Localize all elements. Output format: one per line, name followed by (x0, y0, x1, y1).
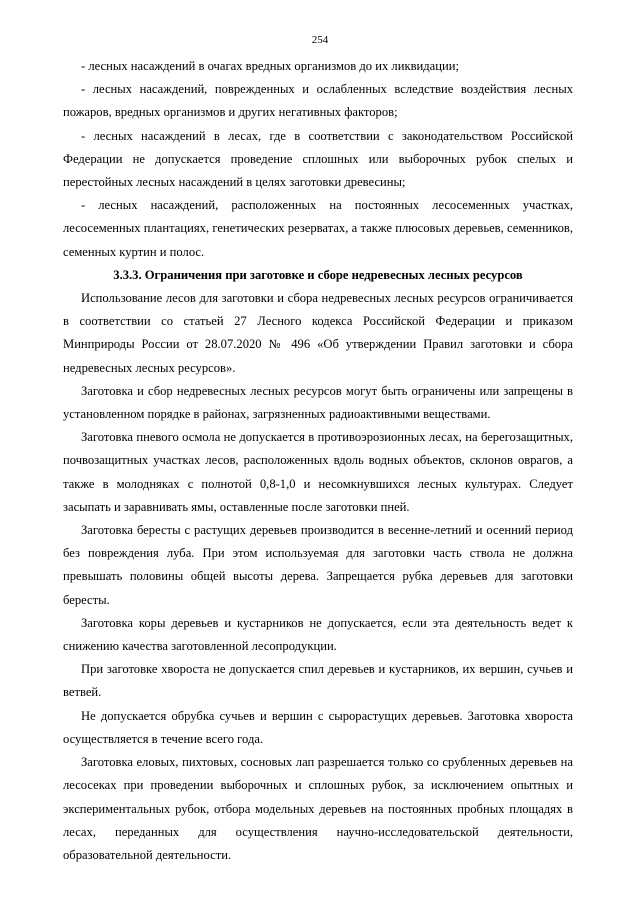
paragraph: Заготовка еловых, пихтовых, сосновых лап разрешается только со срубленных деревьев на лесосеках при проведении выборочных и сплошных рубок, за исключением опытных и экспериментальных рубок, отбора модельных деревьев на постоянных пробных площадях в лесах, переданных для осуществления научно-исследовательской деятельности, образовательной деятельности. (63, 755, 573, 862)
section-heading: 3.3.3. Ограничения при заготовке и сборе недревесных лесных ресурсов (113, 267, 523, 282)
document-body (63, 55, 573, 867)
paragraph: Не допускается обрубка сучьев и вершин с сырорастущих деревьев. Заготовка хвороста осуществляется в течение всего года. (63, 708, 573, 746)
list-item: - лесных насаждений, расположенных на постоянных лесосеменных участках, лесосеменных плантациях, генетических резерватах, а также плюсовых деревьев, семенников, семенных куртин и полос. (63, 198, 573, 259)
paragraph: Заготовка и сбор недревесных лесных ресурсов могут быть ограничены или запрещены в установленном порядке в районах, загрязненных радиоактивными веществами. (63, 383, 573, 422)
page-number: 254 (311, 34, 329, 46)
list-item: - лесных насаждений в очагах вредных организмов до их ликвидации; (81, 59, 459, 73)
paragraph: Заготовка пневого осмола не допускается в противоэрозионных лесах, на берегозащитных, почвозащитных участках лесов, расположенных вдоль водных объектов, склонов оврагов, а также в молодняках с полнотой 0,8-1,0 и несомкнувшихся лесных культурах. Следует засыпать и заравнивать ямы, оставленные после заготовки пней. (63, 430, 573, 514)
paragraph: Заготовка коры деревьев и кустарников не допускается, если эта деятельность ведет к снижению качества заготовленной лесопродукции. (63, 615, 573, 654)
paragraph: При заготовке хвороста не допускается спил деревьев и кустарников, их вершин, сучьев и ветвей. (63, 662, 573, 700)
paragraph: Использование лесов для заготовки и сбора недревесных лесных ресурсов ограничивается в соответствии со статьей 27 Лесного кодекса Российской Федерации и приказом Минприроды России от 28.07.2020 № 496 «Об утверждении Правил заготовки и сбора недревесных лесных ресурсов». (63, 291, 573, 375)
list-item: - лесных насаждений, поврежденных и ослабленных вследствие воздействия лесных пожаров, вредных организмов и других негативных факторов; (63, 82, 573, 120)
list-item: - лесных насаждений в лесах, где в соответствии с законодательством Российской Федерации не допускается проведение сплошных или выборочных рубок спелых и перестойных лесных насаждений в целях заготовки древесины; (63, 128, 573, 190)
paragraph: Заготовка бересты с растущих деревьев производится в весенне-летний и осенний период без повреждения луба. При этом используемая для заготовки часть ствола не должна превышать половины общей высоты дерева. Запрещается рубка деревьев для заготовки бересты. (63, 523, 573, 607)
